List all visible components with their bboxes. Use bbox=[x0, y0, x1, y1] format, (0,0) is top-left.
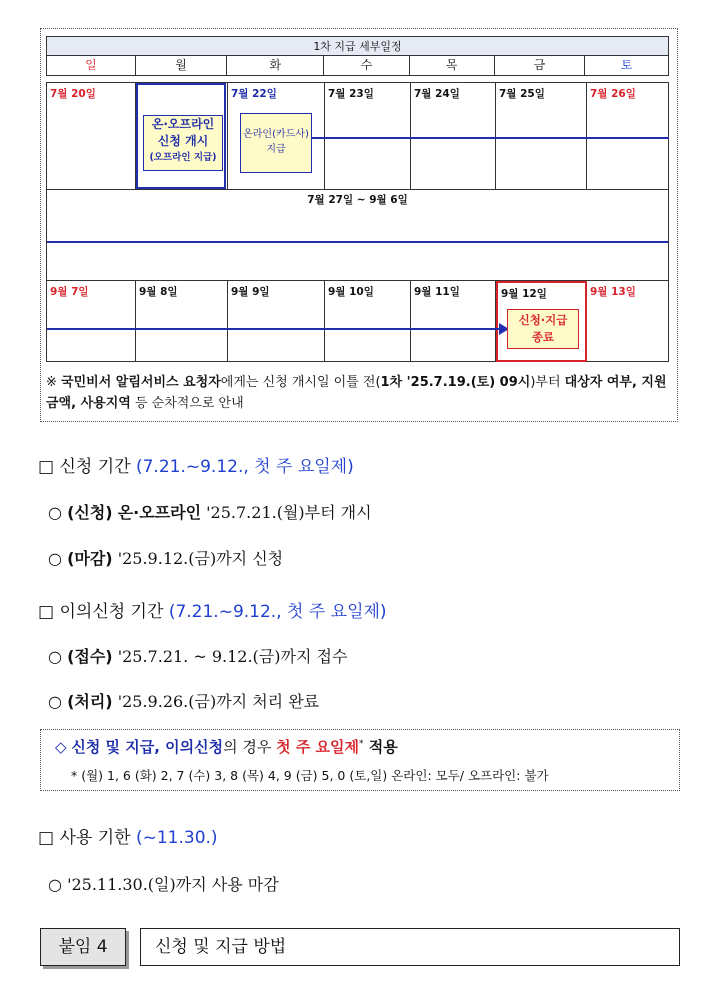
item-date: '25.9.12.(금) bbox=[117, 549, 217, 568]
date-cell: 9월 9일 bbox=[228, 281, 325, 362]
day-sun: 일 bbox=[47, 56, 136, 75]
section-period: (7.21.~9.12., 첫 주 요일제) bbox=[135, 457, 354, 477]
date-cell: 7월 24일 bbox=[411, 83, 496, 190]
date-cell: 9월 12일 bbox=[496, 281, 587, 362]
diamond-bullet-icon: ◇ bbox=[55, 738, 67, 756]
note-mark: ※ bbox=[46, 375, 57, 390]
list-item bbox=[48, 644, 347, 667]
circle-bullet-icon: ○ bbox=[48, 692, 62, 711]
calendar-title: 1차 지급 세부일정 bbox=[46, 36, 669, 56]
rule-line-2: * (월) 1, 6 (화) 2, 7 (수) 3, 8 (목) 4, 9 (금) 5, 0 (토,일) 온라인: 모두/ 오프라인: 불가 bbox=[71, 768, 549, 783]
day-sat: 토 bbox=[620, 58, 633, 72]
rule-bold-2: 첫 주 요일제 bbox=[276, 738, 360, 756]
day-fri: 금 bbox=[495, 56, 586, 75]
calendar-gap-row bbox=[46, 189, 669, 281]
section-application-period bbox=[38, 452, 354, 477]
rule-bold-1: 신청 및 지급, 이의신청 bbox=[71, 738, 224, 756]
square-bullet-icon: □ bbox=[38, 828, 55, 848]
weekday-header bbox=[46, 56, 669, 76]
period-arrow-line bbox=[47, 328, 502, 330]
circle-bullet-icon: ○ bbox=[48, 875, 62, 894]
event-end-line2: 종료 bbox=[531, 330, 555, 344]
item-label: (신청) bbox=[67, 503, 113, 522]
attachment-tag: 붙임 4 bbox=[40, 928, 126, 966]
weekday-rule-box bbox=[40, 729, 680, 791]
item-text: 까지 신청 bbox=[216, 549, 284, 568]
date-cell: 9월 13일 bbox=[590, 286, 636, 298]
calendar-note bbox=[46, 372, 671, 414]
date-cell: 7월 22일 bbox=[228, 83, 325, 190]
day-mon: 월 bbox=[136, 56, 228, 75]
day-wed: 수 bbox=[324, 56, 410, 75]
event-end-line1: 신청·지급 bbox=[518, 313, 568, 327]
list-item bbox=[48, 546, 283, 569]
note-text-2: )부터 bbox=[530, 375, 565, 390]
item-date: '25.11.30.(일) bbox=[67, 875, 176, 894]
section-period: (~11.30.) bbox=[135, 828, 218, 848]
day-thu: 목 bbox=[410, 56, 495, 75]
event-start-line2: 신청 개시 bbox=[157, 134, 209, 148]
note-text-3: 등 순차적으로 안내 bbox=[130, 396, 244, 411]
rule-bold-3: 적용 bbox=[363, 738, 398, 756]
rule-text-1: 의 경우 bbox=[223, 738, 277, 756]
square-bullet-icon: □ bbox=[38, 457, 55, 477]
date-cell: 7월 20일 bbox=[47, 83, 136, 190]
event-start-line3: (오프라인 지급) bbox=[149, 152, 217, 163]
item-label: (접수) bbox=[67, 647, 113, 666]
event-pay-line2: 지급 bbox=[266, 144, 286, 155]
calendar-week-3 bbox=[46, 280, 669, 362]
item-label: (처리) bbox=[67, 692, 113, 711]
date-cell: 7월 25일 bbox=[496, 83, 587, 190]
event-end-box bbox=[507, 309, 579, 349]
item-text: 까지 처리 완료 bbox=[216, 692, 320, 711]
calendar-week-1 bbox=[46, 82, 669, 190]
item-date: '25.9.26.(금) bbox=[117, 692, 217, 711]
note-bold-3: 대상자 여부, 지원금액, 사용지역 bbox=[46, 375, 667, 411]
rule-line-1 bbox=[55, 736, 398, 757]
note-bold-1: 국민비서 알림서비스 요청자 bbox=[61, 375, 221, 390]
circle-bullet-icon: ○ bbox=[48, 503, 62, 522]
section-objection-period bbox=[38, 597, 387, 622]
date-cell: 9월 7일 bbox=[47, 281, 136, 362]
section-title: 신청 기간 bbox=[59, 457, 131, 477]
date-cell: 9월 8일 bbox=[136, 281, 228, 362]
event-start-box bbox=[143, 115, 223, 171]
item-text: 까지 사용 마감 bbox=[175, 875, 279, 894]
rule-sup: * bbox=[359, 739, 364, 749]
event-pay-box bbox=[240, 113, 312, 173]
date-cell: 7월 26일 bbox=[590, 88, 636, 100]
list-item bbox=[48, 872, 279, 895]
section-title: 이의신청 기간 bbox=[59, 602, 164, 622]
day-tue: 화 bbox=[227, 56, 324, 75]
section-period: (7.21.~9.12., 첫 주 요일제) bbox=[168, 602, 387, 622]
circle-bullet-icon: ○ bbox=[48, 647, 62, 666]
start-highlight bbox=[136, 83, 226, 189]
item-bold: 온·오프라인 bbox=[117, 503, 202, 522]
date-cell: 7월 23일 bbox=[325, 83, 411, 190]
gap-label: 7월 27일 ~ 9월 6일 bbox=[307, 194, 408, 206]
list-item bbox=[48, 500, 372, 523]
period-arrow-line bbox=[47, 241, 668, 243]
period-arrow-line bbox=[312, 137, 669, 139]
section-title: 사용 기한 bbox=[59, 828, 131, 848]
attachment-title: 신청 및 지급 방법 bbox=[140, 928, 680, 966]
item-date: '25.7.21.(월) bbox=[206, 503, 305, 522]
square-bullet-icon: □ bbox=[38, 602, 55, 622]
section-usage-deadline bbox=[38, 823, 218, 848]
item-text: 부터 개시 bbox=[304, 503, 372, 522]
list-item bbox=[48, 689, 319, 712]
event-start-line1: 온·오프라인 bbox=[151, 117, 215, 131]
item-label: (마감) bbox=[67, 549, 113, 568]
date-cell: 9월 10일 bbox=[325, 281, 411, 362]
date-cell: 9월 11일 bbox=[411, 281, 496, 362]
note-text-1: 에게는 신청 개시일 이틀 전( bbox=[220, 375, 381, 390]
circle-bullet-icon: ○ bbox=[48, 549, 62, 568]
note-bold-2: 1차 '25.7.19.(토) 09시 bbox=[380, 375, 531, 390]
item-text: 까지 접수 bbox=[280, 647, 348, 666]
event-pay-line1: 온라인(카드사) bbox=[243, 129, 309, 140]
item-date: '25.7.21. ~ 9.12.(금) bbox=[117, 647, 281, 666]
